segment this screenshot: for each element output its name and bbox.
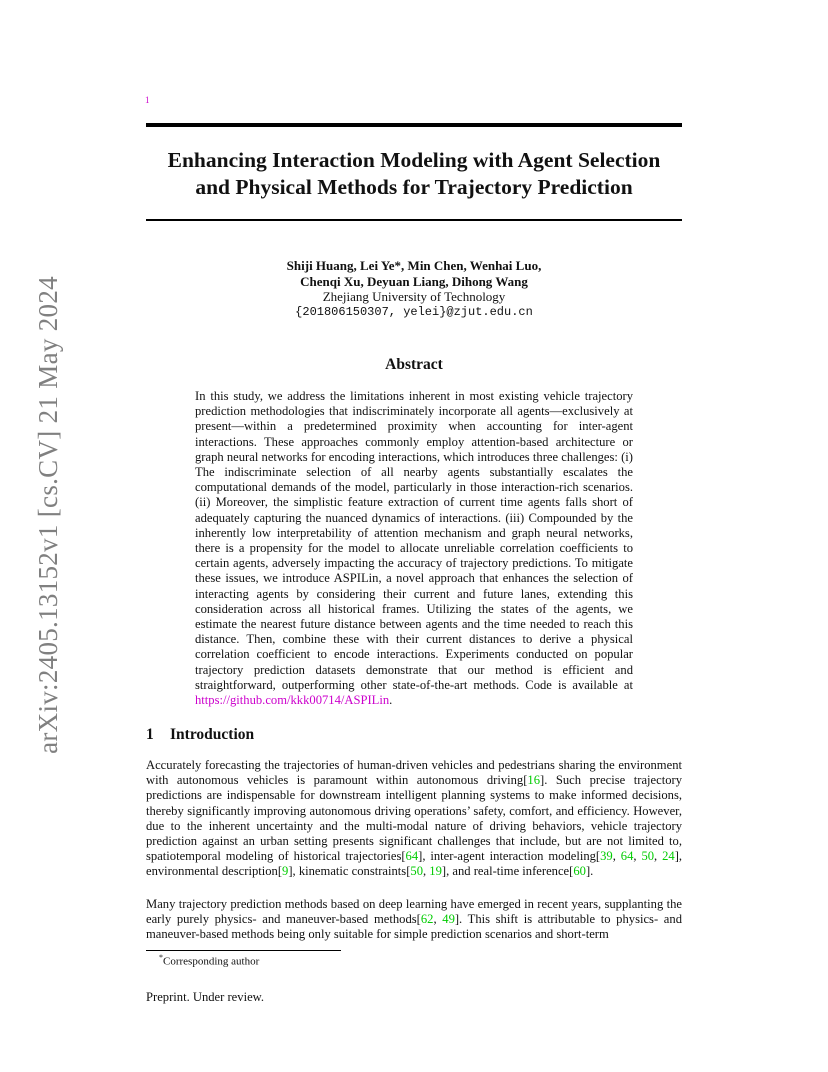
authors-line-1: Shiji Huang, Lei Ye*, Min Chen, Wenhai Luo,	[286, 258, 542, 273]
abstract-text: In this study, we address the limitations inherent in most existing vehicle trajectory prediction methodologies that indiscriminately incorporate all agents—exclusively at present—within a predetermined proximity when accounting for inter-agent interactions. These approaches commonly employ attention-based architecture or graph neural networks for encoding interactions, which introduces three challenges: (i) The indiscriminate selection of all nearby agents substantially escalates the computational demands of the model, particularly in those interaction-rich scenarios. (ii) Moreover, the simplistic feature extraction of current time agents falls short of adequately capturing the nuanced dynamics of interactions. (iii) Compounded by the inherently low interpretability of attention mechanism and graph neural networks, there is a propensity for the model to allocate unreliable correlation coefficients to certain agents, adversely impacting the accuracy of trajectory predictions. To mitigate these issues, we introduce ASPILin, a novel approach that enhances the selection of interacting agents by considering their current and future lanes, extending this consideration across all historical frames. Utilizing the states of the agents, we estimate the nearest future distance between agents and the time needed to reach this distance. Then, combine these with their current distances to derive a physical correlation coefficient to encode interactions. Experiments conducted on popular trajectory prediction datasets demonstrate that our method is efficient and straightforward, outperforming other state-of-the-art methods. Code is available at	[195, 389, 633, 692]
p1-text: ,	[423, 864, 430, 879]
p1-text: ], inter-agent interaction modeling[	[418, 849, 601, 864]
p1-text: ], kinematic constraints[	[288, 864, 411, 879]
citation-link[interactable]: 64	[405, 849, 419, 864]
section-heading-introduction	[146, 726, 254, 744]
citation-link[interactable]: 9	[282, 864, 289, 879]
section-number: 1	[146, 726, 154, 743]
abstract-end: .	[389, 693, 393, 708]
affiliation: Zhejiang University of Technology	[322, 289, 506, 304]
footnote-text: Corresponding author	[163, 955, 260, 968]
code-link[interactable]: https://github.com/kkk00714/ASPILin	[195, 693, 390, 708]
p2-text: ,	[433, 912, 443, 927]
title-line-2: and Physical Methods for Trajectory Prediction	[195, 175, 633, 199]
title-line-1: Enhancing Interaction Modeling with Agent Selection	[167, 148, 661, 172]
citation-link[interactable]: 64	[620, 849, 634, 864]
intro-paragraph-1	[146, 758, 682, 880]
author-email: {201806150307, yelei}@zjut.edu.cn	[295, 304, 533, 319]
p1-text: ], and real-time inference[	[441, 864, 574, 879]
preprint-notice: Preprint. Under review.	[146, 990, 265, 1004]
citation-link[interactable]: 24	[662, 849, 675, 864]
intro-paragraph-2	[146, 897, 682, 943]
citation-link[interactable]: 50	[641, 849, 655, 864]
citation-link[interactable]: 62	[420, 912, 434, 927]
page-mark: 1	[145, 95, 150, 105]
footnote	[159, 953, 259, 968]
p1-text: ]. Such precise trajectory predictions are indispensable for downstream intelligent planning systems to make informed decisions, thereby significantly improving autonomous driving operations’ safety, comfort, and efficiency. However, due to the inherent uncertainty and the multi-modal nature of driving behaviors, vehicle trajectory prediction against an urban setting presents significant challenges that include, but are not limited to, spatiotemporal modeling of historical trajectories[	[146, 773, 682, 864]
arxiv-identifier: arXiv:2405.13152v1 [cs.CV] 21 May 2024	[33, 276, 63, 754]
citation-link[interactable]: 16	[527, 773, 541, 788]
title-bottom-rule	[146, 219, 682, 221]
p2-text: Many trajectory prediction methods based on deep learning have emerged in recent years, supplanting the early purely physics- and maneuver-based methods[	[146, 897, 682, 927]
p1-text: ].	[585, 864, 594, 879]
section-title: Introduction	[170, 726, 255, 743]
p2-text: ]. This shift is attributable to physics- and maneuver-based methods being only suitable for simple prediction scenarios and short-term	[146, 912, 682, 942]
p1-text: ,	[612, 849, 621, 864]
p1-text: ,	[654, 849, 663, 864]
citation-link[interactable]: 49	[442, 912, 455, 927]
citation-link[interactable]: 50	[410, 864, 423, 879]
title-top-rule	[146, 123, 682, 127]
footnote-rule	[146, 950, 341, 951]
authors-line-2: Chenqi Xu, Deyuan Liang, Dihong Wang	[300, 273, 528, 289]
abstract-body	[195, 389, 633, 708]
footnote-mark: *	[159, 953, 163, 962]
author-block	[146, 258, 682, 320]
citation-link[interactable]: 60	[573, 864, 586, 879]
citation-link[interactable]: 19	[429, 864, 442, 879]
abstract-heading: Abstract	[385, 356, 443, 373]
citation-link[interactable]: 39	[600, 849, 613, 864]
paper-title	[146, 147, 682, 201]
p1-text: ], environmental description[	[146, 849, 683, 879]
p1-text: ,	[633, 849, 642, 864]
p1-text: Accurately forecasting the trajectories of human-driven vehicles and pedestrians sharing the environment with autonomous vehicles is paramount within autonomous driving[	[146, 758, 682, 788]
